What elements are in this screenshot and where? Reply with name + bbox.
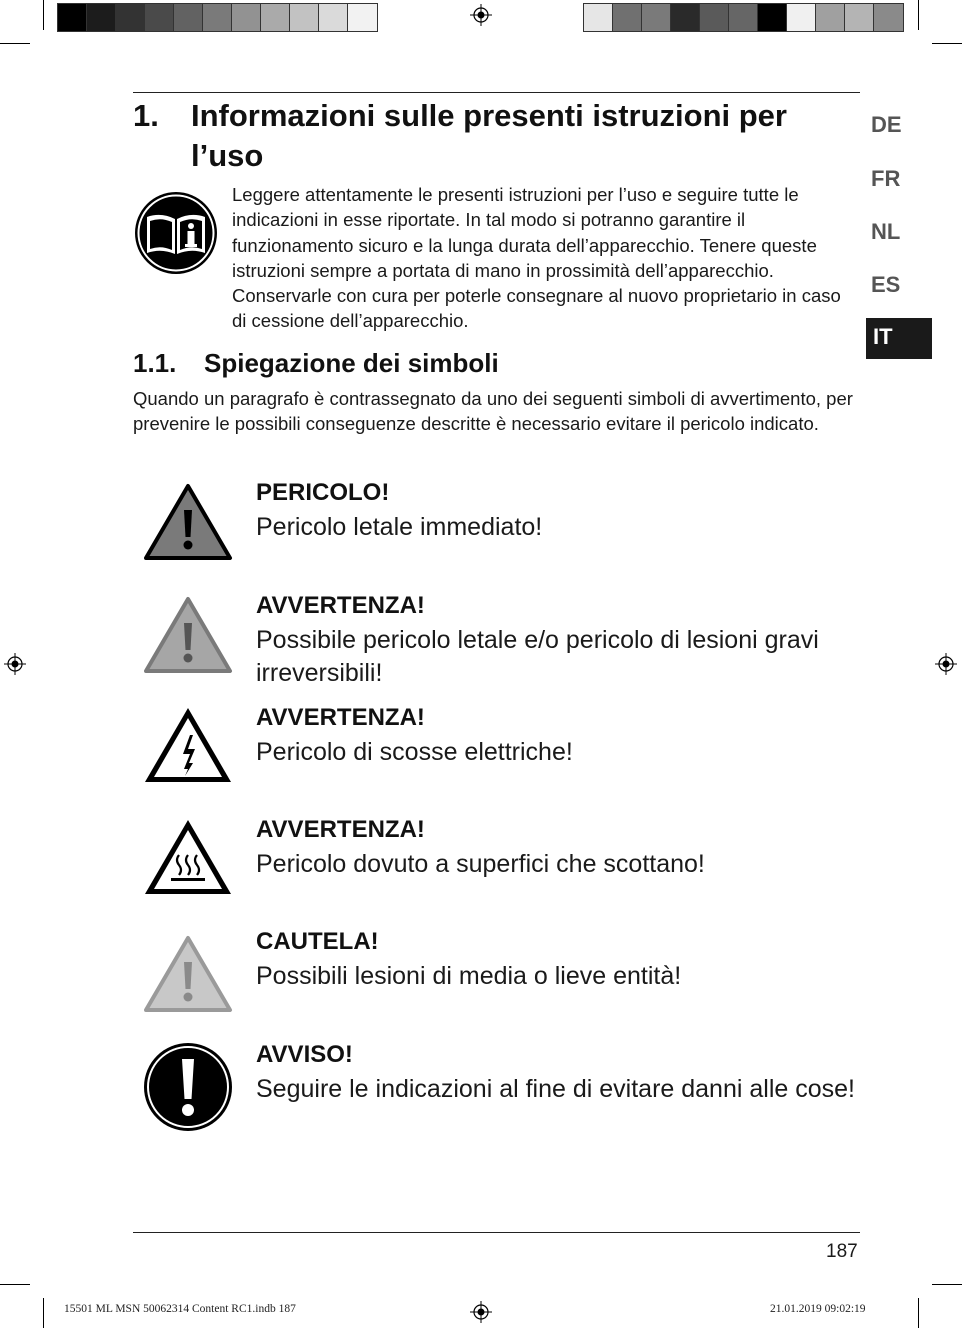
footer-timestamp: 21.01.2019 09:02:19: [770, 1303, 866, 1315]
symbol-title: AVVISO!: [256, 1041, 353, 1068]
symbol-title: AVVERTENZA!: [256, 592, 425, 619]
section-title: Informazioni sulle presenti istruzioni per l’uso: [191, 98, 787, 173]
language-tab-nl[interactable]: NL: [871, 219, 901, 244]
symbols-intro-paragraph: Quando un paragrafo è contrassegnato da uno dei seguenti simboli di avvertimento, per prevenire le possibili conseguenze descritte è necessario evitare il pericolo indicato.: [133, 388, 853, 435]
page-number: 187: [826, 1241, 858, 1262]
symbol-description: Pericolo letale immediato!: [256, 513, 543, 541]
notice-exclamation-icon: [143, 1042, 233, 1132]
registration-mark-icon: [935, 653, 957, 675]
symbol-description: Seguire le indicazioni al fine di evitare danni alle cose!: [256, 1075, 855, 1103]
crop-mark: [43, 1298, 44, 1328]
crop-mark: [0, 43, 30, 44]
symbol-description: Pericolo dovuto a superfici che scottano!: [256, 850, 705, 878]
bottom-rule: [133, 1232, 860, 1233]
subsection-number: 1.1.: [133, 348, 177, 378]
crop-mark: [0, 1284, 30, 1285]
section-number: 1.: [133, 98, 159, 133]
top-rule: [133, 92, 860, 93]
symbol-description: Pericolo di scosse elettriche!: [256, 738, 573, 766]
caution-triangle-icon: [143, 934, 233, 1014]
crop-mark: [932, 1284, 962, 1285]
footer-file-info: 15501 ML MSN 50062314 Content RC1.indb 187: [64, 1303, 296, 1315]
crop-mark: [43, 0, 44, 30]
language-tab-it[interactable]: [866, 318, 932, 359]
electric-shock-icon: [143, 705, 233, 785]
language-tab-it-label: IT: [873, 324, 893, 349]
color-bar-right: [583, 3, 904, 32]
intro-paragraph: Leggere attentamente le presenti istruzioni per l’uso e seguire tutte le indicazioni in esse riportate. In tal modo si potranno garantire il funzionamento sicuro e la lunga durata dell’apparecchio. Tenere queste istruzioni sempre a portata di mano in prossimità dell’apparecchio. Conservarle con cura per poterle consegnare al nuovo proprietario in caso di cessione dell’apparecchio.: [232, 184, 841, 332]
crop-mark: [932, 43, 962, 44]
symbol-title: AVVERTENZA!: [256, 704, 425, 731]
language-tab-es[interactable]: ES: [871, 272, 901, 297]
language-tab-fr[interactable]: FR: [871, 166, 901, 191]
symbol-description: Possibile pericolo letale e/o pericolo di lesioni gravi irreversibili!: [256, 626, 819, 687]
registration-mark-icon: [4, 653, 26, 675]
language-tab-de[interactable]: DE: [871, 112, 902, 137]
crop-mark: [918, 1298, 919, 1328]
hot-surface-icon: [143, 817, 233, 897]
symbol-title: CAUTELA!: [256, 928, 379, 955]
symbol-description: Possibili lesioni di media o lieve entità!: [256, 962, 682, 990]
registration-mark-icon: [470, 1301, 492, 1323]
subsection-title: Spiegazione dei simboli: [204, 348, 499, 378]
manual-info-icon: [133, 190, 219, 276]
symbol-title: AVVERTENZA!: [256, 816, 425, 843]
warning-triangle-icon: [143, 595, 233, 675]
registration-mark-icon: [470, 4, 492, 26]
crop-mark: [918, 0, 919, 30]
symbol-title: PERICOLO!: [256, 479, 390, 506]
color-bar-left: [57, 3, 378, 32]
danger-triangle-icon: [143, 482, 233, 562]
